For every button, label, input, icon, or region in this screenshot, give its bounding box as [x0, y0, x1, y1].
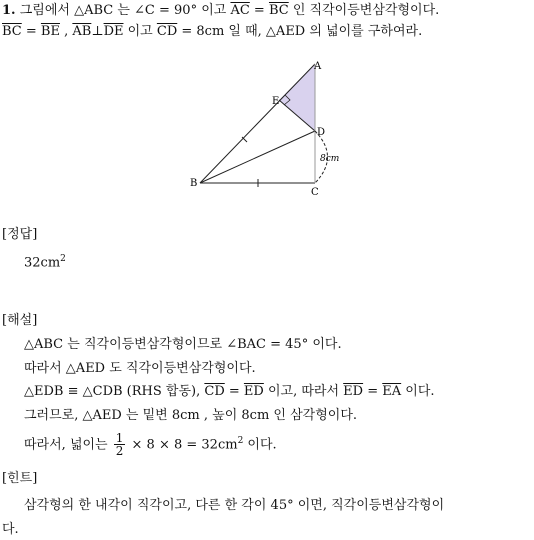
hint-line-1: 삼각형의 한 내각이 직각이고, 다른 한 각이 45° 이면, 직각이등변삼각형이: [24, 498, 445, 513]
segment-cd: $\overline{CD}$: [204, 384, 225, 399]
label-c: C: [311, 187, 319, 195]
segment-ed: $\overline{ED}$: [243, 384, 264, 399]
segment-bd-line: [200, 131, 315, 183]
label-d: D: [317, 127, 326, 138]
problem-line-1: [2, 2, 439, 20]
answer-sup: 2: [60, 254, 66, 264]
answer-header: [정답]: [2, 227, 38, 242]
problem-text: = 8cm 일 때, △AED 의 넓이를 구하여라.: [177, 24, 423, 39]
solution-text: △EDB ≡ △CDB (RHS 합동),: [24, 384, 205, 399]
equals: =: [21, 24, 41, 39]
segment-bc: $\overline{BC}$: [2, 24, 22, 39]
fraction-numerator: 1: [115, 431, 124, 446]
segment-bc: $\overline{BC}$: [268, 3, 289, 18]
segment-cd: $\overline{CD}$: [156, 24, 178, 39]
fraction: [114, 432, 126, 457]
answer-text: 32cm: [24, 255, 61, 271]
solution-text: × 8 × 8 = 32cm: [127, 437, 238, 453]
solution-text: 이다.: [401, 384, 435, 399]
solution-line-1: △ABC 는 직각이등변삼각형이므로 ∠BAC = 45° 이다.: [24, 337, 342, 352]
solution-line-3: [24, 383, 435, 401]
segment-be: $\overline{BE}$: [40, 24, 60, 39]
problem-text: 이고: [123, 24, 157, 39]
hint-line-2: 다.: [2, 522, 19, 537]
segment-ac: $\overline{AC}$: [230, 3, 250, 18]
label-e: E: [272, 96, 280, 107]
solution-text: 따라서, 넓이는: [24, 437, 112, 453]
solution-text: 이고, 따라서: [263, 384, 344, 399]
shaded-triangle-aed: [279, 64, 315, 131]
segment-ab: $\overline{AB}$: [72, 24, 92, 39]
equals: =: [249, 3, 269, 18]
segment-ed: $\overline{ED}$: [343, 384, 364, 399]
tick-mark-be: [242, 137, 247, 142]
solution-text: 이다.: [243, 437, 277, 453]
label-a: A: [314, 61, 322, 72]
solution-sup: 2: [237, 436, 244, 446]
segment-de: $\overline{DE}$: [103, 24, 124, 39]
fraction-denominator: 2: [115, 444, 124, 459]
equals: =: [363, 384, 383, 399]
solution-header: [해설]: [2, 313, 38, 328]
segment-ab-line: [200, 64, 315, 183]
label-b: B: [190, 178, 198, 189]
solution-line-2: 따라서 △AED 도 직각이등변삼각형이다.: [24, 361, 256, 376]
equals: =: [224, 384, 244, 399]
hint-header: [힌트]: [2, 471, 38, 486]
segment-ea: $\overline{EA}$: [382, 384, 402, 399]
problem-number: 1.: [2, 3, 16, 18]
problem-text: 그림에서 △ABC 는 ∠C = 90° 이고: [19, 3, 231, 18]
perp-symbol: ⊥: [91, 24, 104, 39]
answer-value: [24, 250, 66, 272]
separator: ,: [59, 24, 73, 39]
length-label-8cm: 8cm: [320, 154, 340, 164]
triangle-figure: [190, 55, 360, 195]
problem-line-2: [2, 23, 422, 41]
solution-line-5: [24, 428, 277, 458]
solution-line-4: 그러므로, △AED 는 밑변 8cm , 높이 8cm 인 삼각형이다.: [24, 408, 358, 423]
problem-text: 인 직각이등변삼각형이다.: [288, 3, 440, 18]
